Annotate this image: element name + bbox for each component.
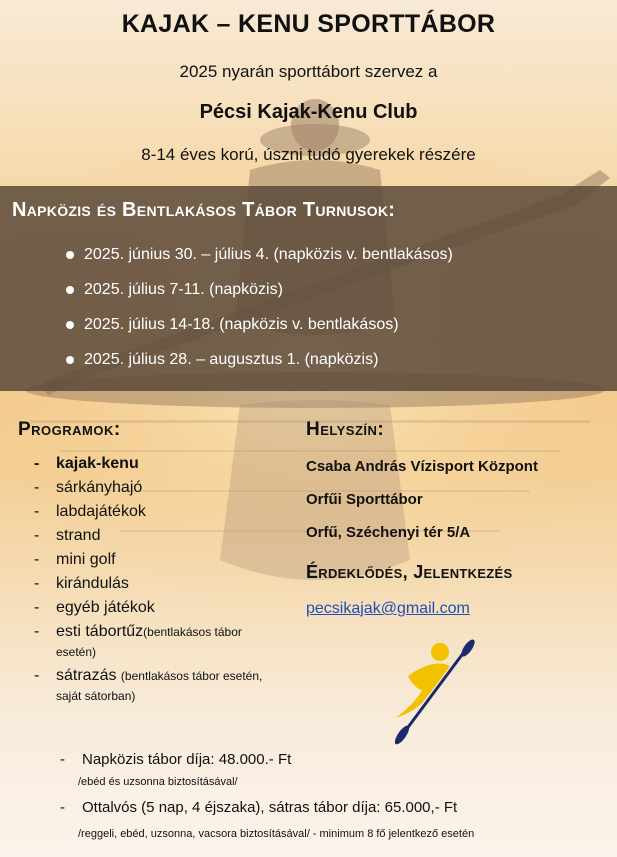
location-title: Helyszín: (306, 419, 385, 440)
location-line: Orfűi Sporttábor (306, 491, 423, 508)
target-audience: 8-14 éves korú, úszni tudó gyerekek részére (141, 145, 476, 164)
program-item: - egyéb játékok (34, 599, 155, 616)
program-note: (bentlakásos tábor esetén, saját sátorban) (56, 669, 263, 703)
location-line: Orfű, Széchenyi tér 5/A (306, 524, 471, 541)
fee-note: /reggeli, ebéd, uzsonna, vacsora biztosításával/ - minimum 8 fő jelentkező esetén (78, 828, 475, 840)
contact-title: Érdeklődés, Jelentkezés (306, 562, 513, 582)
subtitle: 2025 nyarán sporttábort szervez a (179, 62, 438, 81)
bullet-dot-icon (66, 286, 74, 294)
program-item: - esti tábortűz(bentlakásos tábor esetén) (34, 623, 242, 659)
fee-item: - Ottalvós (5 nap, 4 éjszaka), sátras tábor díja: 65.000,- Ft /reggeli, ebéd, uzsonna, vacsora biztosításával/ - minimum 8 fő jelentkező esetén (60, 799, 600, 843)
program-item: - sátrazás (bentlakásos tábor esetén, saját sátorban) (34, 667, 263, 703)
program-item: - mini golf (34, 551, 116, 568)
session-item: 2025. július 28. – augusztus 1. (napközis) (66, 349, 453, 384)
bullet-dot-icon (66, 251, 74, 259)
location-line: Csaba András Vízisport Központ (306, 458, 538, 475)
fee-note: /ebéd és uzsonna biztosításával/ (78, 776, 238, 788)
fee-item: - Napközis tábor díja: 48.000.- Ft /ebéd és uzsonna biztosításával/ (60, 751, 600, 791)
bullet-dot-icon (66, 321, 74, 329)
club-name: Pécsi Kajak-Kenu Club (199, 101, 418, 123)
program-item: - kirándulás (34, 575, 129, 592)
page-title: KAJAK – KENU SPORTTÁBOR (121, 10, 496, 38)
program-item: - kajak-kenu (34, 455, 139, 472)
email-link[interactable]: pecsikajak@gmail.com (306, 600, 470, 617)
sessions-list (66, 244, 453, 384)
sessions-title: Napközis és Bentlakásos Tábor Turnusok: (12, 199, 396, 221)
programs-list (34, 454, 274, 710)
bullet-dot-icon (66, 356, 74, 364)
program-item: - sárkányhajó (34, 479, 143, 496)
session-item: 2025. június 30. – július 4. (napközis v. bentlakásos) (66, 244, 453, 279)
session-item: 2025. július 7-11. (napközis) (66, 279, 453, 314)
program-item: - strand (34, 527, 101, 544)
fees-list (60, 751, 600, 843)
program-item: - labdajátékok (34, 503, 146, 520)
programs-title: Programok: (18, 419, 121, 440)
kayak-paddler-logo-icon (378, 638, 488, 748)
program-note: (bentlakásos tábor esetén) (56, 625, 242, 659)
session-item: 2025. július 14-18. (napközis v. bentlakásos) (66, 314, 453, 349)
